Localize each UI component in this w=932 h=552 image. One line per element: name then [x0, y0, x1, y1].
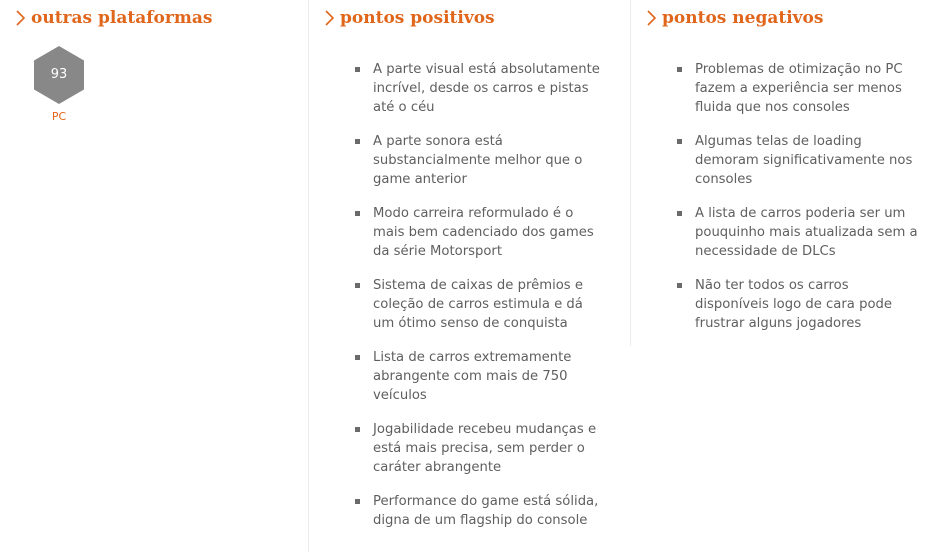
list-item	[355, 492, 603, 530]
list-item	[355, 132, 603, 189]
square-bullet-icon	[355, 139, 360, 144]
chevron-right-icon	[645, 8, 659, 28]
square-bullet-icon	[355, 67, 360, 72]
list-item	[677, 132, 925, 189]
negatives-section	[630, 0, 932, 346]
square-bullet-icon	[355, 355, 360, 360]
chevron-right-icon	[323, 8, 337, 28]
square-bullet-icon	[677, 211, 682, 216]
other-platforms-section	[0, 0, 308, 552]
square-bullet-icon	[677, 139, 682, 144]
positives-heading	[323, 6, 495, 30]
square-bullet-icon	[355, 283, 360, 288]
chevron-right-icon	[14, 8, 28, 28]
negatives-title: pontos negativos	[662, 8, 824, 28]
list-item-text: A parte sonora está substancialmente melhor que o game anterior	[373, 134, 583, 187]
square-bullet-icon	[677, 283, 682, 288]
list-item-text: Jogabilidade recebeu mudanças e está mais precisa, sem perder o caráter abrangente	[373, 422, 597, 475]
list-item-text: Lista de carros extremamente abrangente com mais de 750 veículos	[373, 350, 572, 403]
list-item	[677, 276, 925, 333]
list-item-text: Sistema de caixas de prêmios e coleção de carros estimula e dá um ótimo senso de conquista	[373, 278, 583, 331]
square-bullet-icon	[355, 427, 360, 432]
list-item-text: Modo carreira reformulado é o mais bem cadenciado dos games da série Motorsport	[373, 206, 594, 259]
other-platforms-heading	[14, 6, 212, 30]
other-platforms-title: outras plataformas	[31, 8, 213, 28]
list-item	[355, 348, 603, 405]
square-bullet-icon	[677, 67, 682, 72]
square-bullet-icon	[355, 499, 360, 504]
list-item-text: Algumas telas de loading demoram significativamente nos consoles	[695, 134, 913, 187]
positives-list	[355, 60, 603, 545]
list-item	[677, 204, 925, 261]
list-item	[677, 60, 925, 117]
list-item	[355, 276, 603, 333]
positives-section	[308, 0, 631, 552]
list-item-text: A lista de carros poderia ser um pouquinho mais atualizada sem a necessidade de DLCs	[695, 206, 918, 259]
negatives-list	[677, 60, 925, 348]
list-item	[355, 204, 603, 261]
list-item-text: Não ter todos os carros disponíveis logo de cara pode frustrar alguns jogadores	[695, 278, 893, 331]
pc-score-value: 93	[50, 67, 68, 82]
square-bullet-icon	[355, 211, 360, 216]
list-item-text: A parte visual está absolutamente incrível, desde os carros e pistas até o céu	[373, 62, 600, 115]
pc-score-badge[interactable]	[33, 45, 85, 105]
pc-platform-label[interactable]: PC	[51, 110, 67, 123]
positives-title: pontos positivos	[340, 8, 495, 28]
list-item-text: Performance do game está sólida, digna de um flagship do console	[373, 494, 599, 528]
negatives-heading	[645, 6, 823, 30]
list-item-text: Problemas de otimização no PC fazem a experiência ser menos fluida que nos consoles	[695, 62, 903, 115]
list-item	[355, 420, 603, 477]
list-item	[355, 60, 603, 117]
